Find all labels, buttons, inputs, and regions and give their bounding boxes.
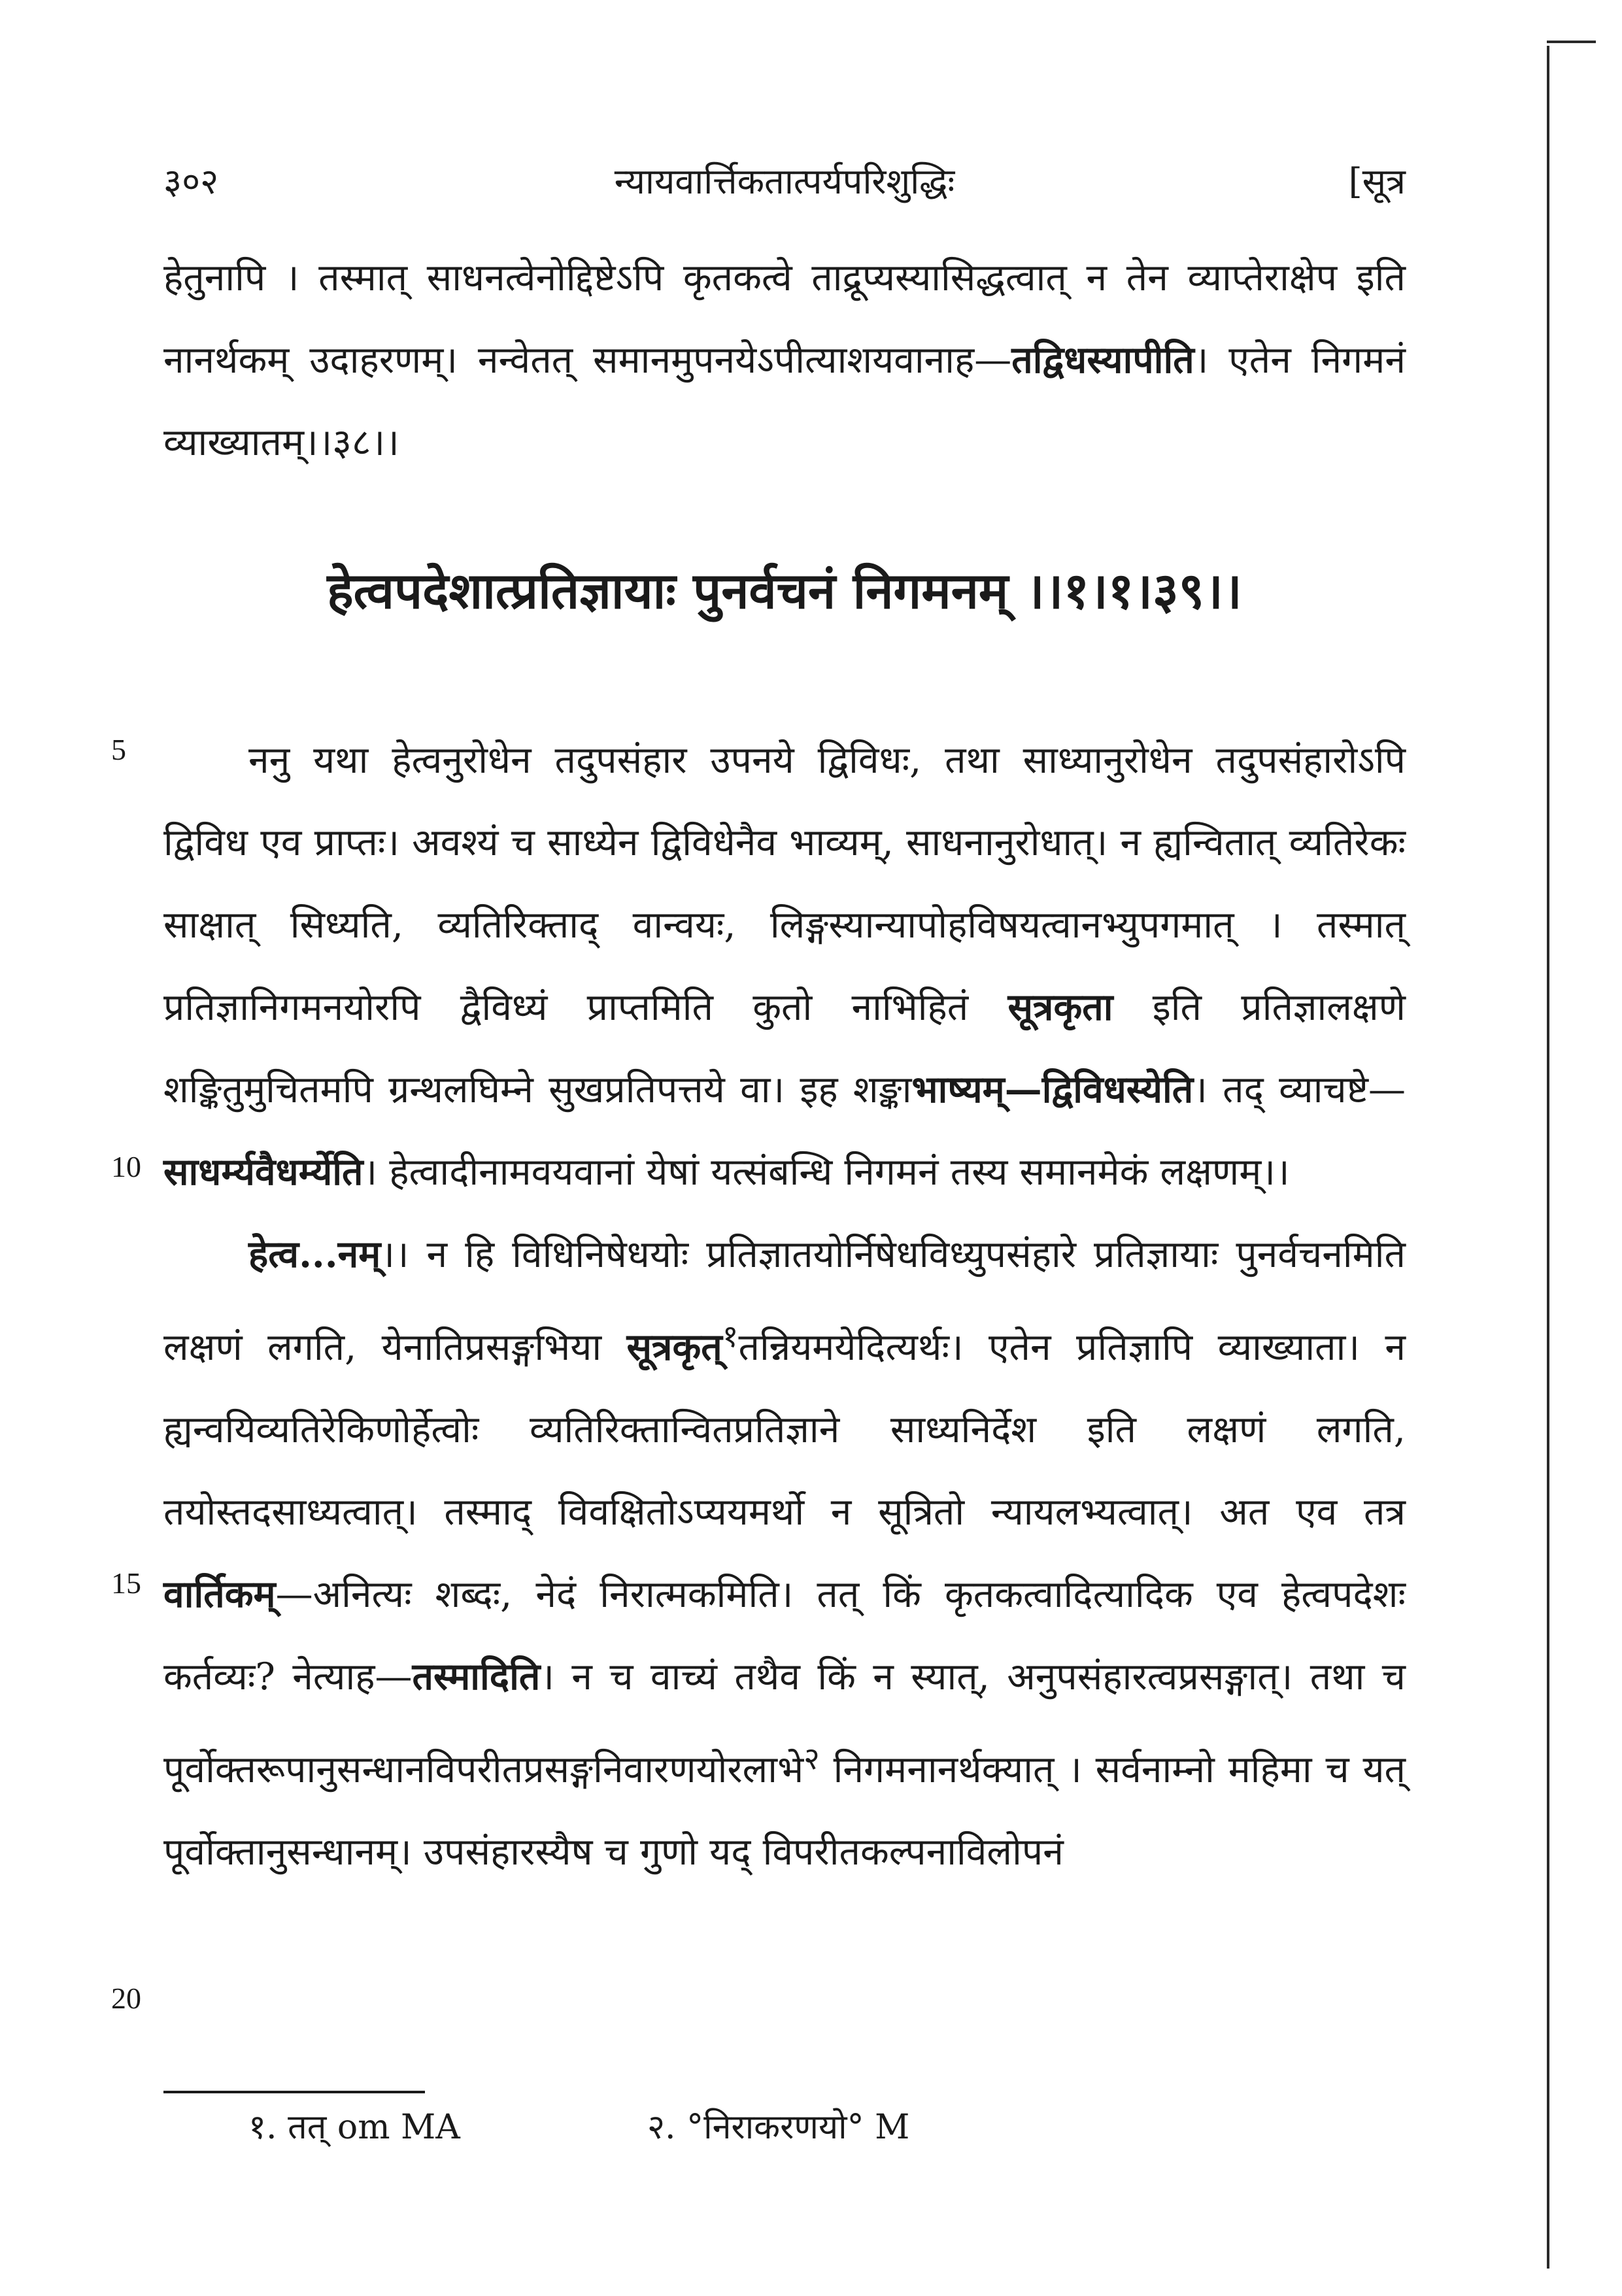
paragraph-2 (163, 1213, 1406, 1893)
para2-text: । न च वाच्यं तथैव किं न स्यात्, अनुपसंहारत्वप्रसङ्गात्। तथा च पूर्वोक्तरूपानुसन्धानविपरीतप्रसङ्गनिवारणयोरलाभे (163, 1655, 1406, 1791)
page-edge-decoration (1547, 46, 1549, 2269)
para1-text: इति प्रतिज्ञालक्षणे शङ्कितुमुचितमपि ग्रन्थलघिम्ने सुखप्रतिपत्तये वा। इह शङ्का (163, 986, 1406, 1111)
paragraph-1 (163, 719, 1406, 1213)
footnote-ref: २ (803, 1741, 820, 1777)
running-title: न्यायवार्त्तिकतात्पर्यपरिशुद्धिः (614, 161, 955, 202)
bold-term: सूत्रकृत् (626, 1325, 722, 1369)
intro-text-end: । एतेन निगमनं व्याख्यातम्।।३८।। (163, 339, 1406, 464)
footnote-rule (163, 2091, 425, 2093)
bold-term: वार्तिकम् (163, 1572, 276, 1616)
line-number: 5 (111, 733, 126, 766)
bold-term: हेत्व...नम् (248, 1232, 381, 1276)
page-number: ३०२ (163, 161, 219, 202)
intro-paragraph (163, 237, 1406, 484)
bold-term: तस्मादिति (412, 1655, 541, 1698)
bold-term: साधर्म्यवैधर्म्येति (163, 1150, 363, 1194)
para1-text: । हेत्वादीनामवयवानां येषां यत्संबन्धि निगमनं तस्य समानमेकं लक्षणम्।। (363, 1151, 1290, 1194)
para1-text: ननु यथा हेत्वनुरोधेन तदुपसंहार उपनये द्विविधः, तथा साध्यानुरोधेन तदुपसंहारोऽपि द्विविध एव प्राप्तः। अवश्यं च साध्येन द्विविधेनैव भाव्यम्, साधनानुरोधात्। न ह्यन्वितात् व्यतिरेकः साक्षात् सिध्यति, व्यतिरिक्ताद् वान्वयः, लिङ्गस्यान्यापोहविषयत्वानभ्युपगमात् । तस्मात् प्रतिज्ञानिगमनयोरपि द्वैविध्यं प्राप्तमिति कुतो नाभिहितं (163, 739, 1406, 1029)
bold-term: भाष्यम्—द्विविधस्येति (911, 1068, 1194, 1111)
para2-text: निगमनानर्थक्यात् । सर्वनाम्नो महिमा च यत् पूर्वोक्तानुसन्धानम्। उपसंहारस्यैष च गुणो यद् विपरीतकल्पनाविलोपनं (163, 1748, 1406, 1874)
bold-term: सूत्रकृता (1007, 985, 1113, 1029)
para1-text: । तद् व्याचष्टे— (1193, 1068, 1406, 1111)
commentary-body (163, 719, 1406, 1893)
footnote-ref: १ (722, 1319, 739, 1355)
running-header (163, 156, 1406, 208)
line-number: 20 (111, 1982, 141, 2015)
para2-text: ।। न हि विधिनिषेधयोः प्रतिज्ञातयोर्निषेधविध्युपसंहारे प्रतिज्ञायाः पुनर्वचनमिति लक्षणं लगति, येनातिप्रसङ्गभिया (163, 1233, 1406, 1369)
sutra-heading: हेत्वपदेशात्प्रतिज्ञायाः पुनर्वचनं निगमनम् ।।१।१।३९।। (327, 562, 1242, 620)
intro-bold-term: तद्विधस्यापीति (1011, 338, 1194, 382)
para2-text: तन्नियमयेदित्यर्थः। एतेन प्रतिज्ञापि व्याख्याता। न ह्यन्वयिव्यतिरेकिणोर्हेत्वोः व्यतिरिक्तान्वितप्रतिज्ञाने साध्यनिर्देश इति लक्षणं लगति, तयोस्तदसाध्यत्वात्। तस्माद् विवक्षितोऽप्ययमर्थो न सूत्रितो न्यायलभ्यत्वात्। अत एव तत्र (163, 1326, 1406, 1534)
footnote-2: २. °निराकरणयो° M (647, 2108, 910, 2147)
footnote-1: १. तत् om MA (248, 2108, 460, 2147)
line-number: 10 (111, 1150, 141, 1183)
line-number: 15 (111, 1566, 141, 1600)
intro-text: हेतुनापि । तस्मात् साधनत्वेनोद्दिष्टेऽपि कृतकत्वे ताद्रूप्यस्यासिद्धत्वात् न तेन व्याप्तेराक्षेप इति नानर्थकम् उदाहरणम्। नन्वेतत् समानमुपनयेऽपीत्याशयवानाह— (163, 256, 1406, 382)
para2-text: —अनित्यः शब्दः, नेदं निरात्मकमिति। तत् किं कृतकत्वादित्यादिक एव हेत्वपदेशः कर्तव्यः? नेत्याह— (163, 1573, 1406, 1698)
page-edge-decoration (1547, 41, 1596, 43)
section-marker: [सूत्र (1348, 161, 1406, 202)
